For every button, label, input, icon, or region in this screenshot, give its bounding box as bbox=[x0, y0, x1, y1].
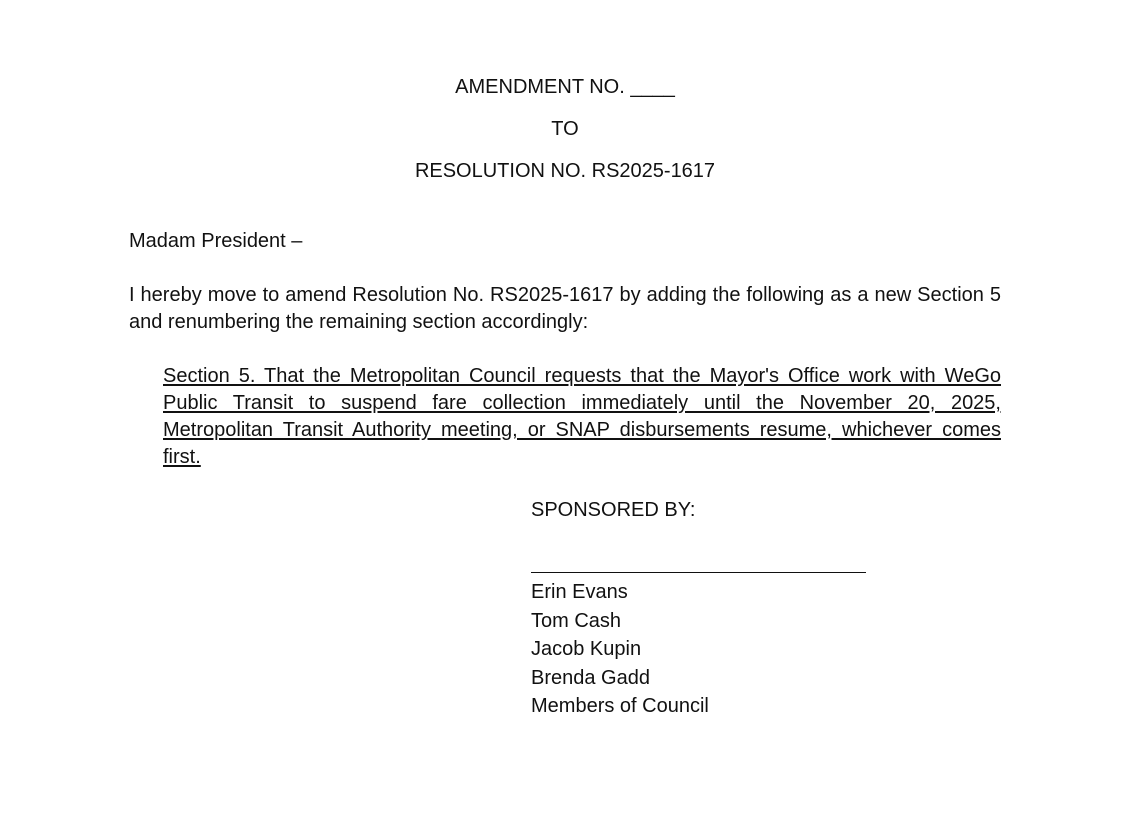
members-of-council-label: Members of Council bbox=[531, 695, 709, 718]
new-section-text: Section 5. That the Metropolitan Council requests that the Mayor's Office work with WeGo Public Transit to suspend fare collection immediately until the November 20, 2025, Metropolitan Transit Authority meeting, or SNAP disbursements resume, whichever comes first. bbox=[163, 365, 1001, 468]
amendment-number-heading: AMENDMENT NO. ____ bbox=[455, 76, 675, 98]
sponsored-by-label: SPONSORED BY: bbox=[531, 499, 696, 521]
sponsor-name: Jacob Kupin bbox=[531, 638, 642, 661]
resolution-number-heading: RESOLUTION NO. RS2025-1617 bbox=[414, 160, 716, 182]
to-heading: TO bbox=[551, 118, 579, 140]
sponsor-name: Erin Evans bbox=[531, 581, 628, 603]
sponsor-name: Brenda Gadd bbox=[531, 666, 650, 689]
signature-line bbox=[531, 572, 866, 573]
sponsor-name: Tom Cash bbox=[531, 609, 622, 632]
salutation: Madam President – bbox=[129, 230, 303, 252]
motion-paragraph: I hereby move to amend Resolution No. RS2025-1617 by adding the following as a new Section 5 and renumbering the remaining section accordingly: bbox=[129, 284, 1001, 333]
sponsor-list bbox=[531, 578, 709, 721]
